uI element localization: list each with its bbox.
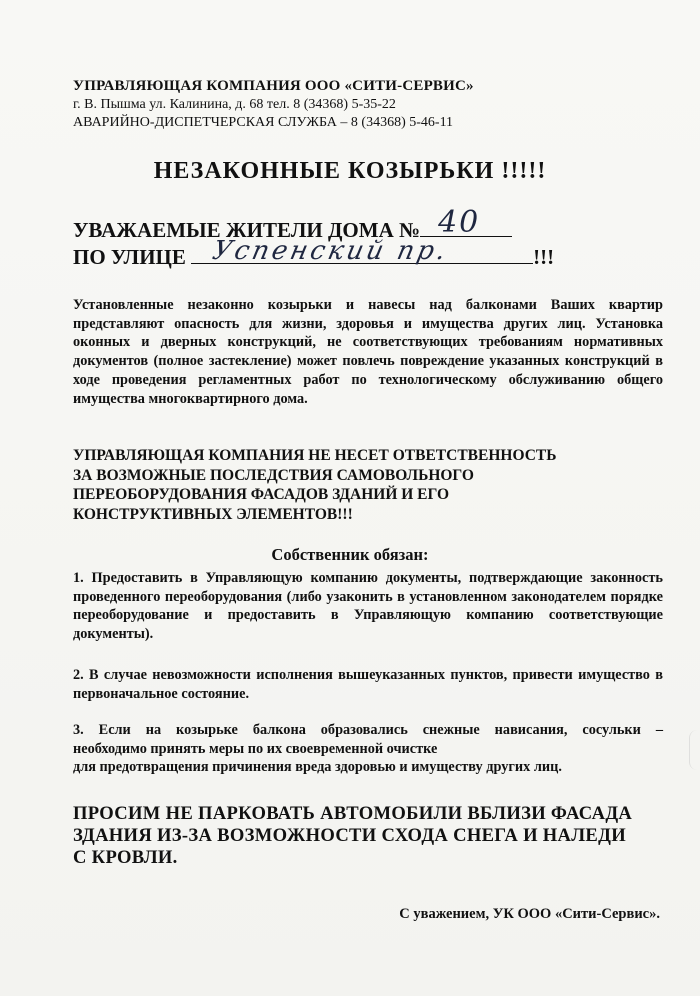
- warning-line: УПРАВЛЯЮЩАЯ КОМПАНИЯ НЕ НЕСЕТ ОТВЕТСТВЕННОСТЬ: [73, 447, 557, 464]
- notice-title: НЕЗАКОННЫЕ КОЗЫРЬКИ !!!!!: [153, 158, 547, 184]
- obligation-item-3-line: для предотвращения причинения вреда здоровью и имуществу других лиц.: [73, 759, 562, 776]
- company-address: г. В. Пышма ул. Калинина, д. 68 тел. 8 (34368) 5-35-22: [73, 97, 396, 112]
- liability-warning: [73, 446, 673, 524]
- plea-line: ПРОСИМ НЕ ПАРКОВАТЬ АВТОМОБИЛИ ВБЛИЗИ ФАСАДА: [73, 803, 633, 824]
- obligation-item-3: [73, 721, 663, 777]
- obligation-item-1: 1. Предоставить в Управляющую компанию документы, подтверждающие законность проведенного переоборудования (либо узаконить в установленном законодателем порядке переоборудование и предоставить в Управляющую компанию соответствующие документы).: [73, 570, 663, 643]
- warning-line: ЗА ВОЗМОЖНЫЕ ПОСЛЕДСТВИЯ САМОВОЛЬНОГО: [73, 466, 474, 484]
- danger-paragraph: Установленные незаконно козырьки и навесы над балконами Ваших квартир представляют опасность для жизни, здоровья и имущества других лиц. Установка оконных и дверных конструкций, не соответствующих требованиям нормативных документов (полное застекление) может повлечь повреждение указанных конструкций в ходе проведения регламентных работ по технологическому обслуживанию общего имущества многоквартирного дома.: [73, 297, 663, 407]
- warning-line: ПЕРЕОБОРУДОВАНИЯ ФАСАДОВ ЗДАНИЙ И ЕГО: [73, 486, 450, 503]
- warning-line: КОНСТРУКТИВНЫХ ЭЛЕМЕНТОВ!!!: [73, 505, 353, 523]
- greeting-text: УВАЖАЕМЫЕ ЖИТЕЛИ ДОМА №: [73, 218, 421, 242]
- obligation-item-2: 2. В случае невозможности исполнения вышеуказанных пунктов, привести имущество в первоначальное состояние.: [73, 667, 663, 702]
- greeting-exclamation: !!!: [533, 245, 555, 269]
- street-label: ПО УЛИЦЕ: [73, 245, 186, 269]
- street-name-handwritten: Успенский пр.: [209, 236, 452, 266]
- house-number-handwritten: 40: [438, 205, 481, 240]
- owner-obligations-heading: Собственник обязан:: [271, 545, 429, 564]
- company-name: УПРАВЛЯЮЩАЯ КОМПАНИЯ ООО «СИТИ-СЕРВИС»: [73, 78, 474, 94]
- scan-edge-mark: [689, 730, 700, 770]
- parking-plea: [73, 803, 673, 869]
- plea-line: С КРОВЛИ.: [73, 847, 178, 868]
- greeting-line-2: [73, 236, 555, 270]
- emergency-service: АВАРИЙНО-ДИСПЕТЧЕРСКАЯ СЛУЖБА – 8 (34368) 5-46-11: [73, 115, 454, 130]
- obligation-item-3-line: необходимо принять меры по их своевременной очистке: [73, 740, 438, 757]
- house-number-field: [420, 205, 512, 240]
- plea-line: ЗДАНИЯ ИЗ-ЗА ВОЗМОЖНОСТИ СХОДА СНЕГА И НАЛЕДИ: [73, 825, 626, 846]
- signature: С уважением, УК ООО «Сити-Сервис».: [399, 906, 660, 922]
- obligation-item-3-line: 3. Если на козырьке балкона образовались снежные нависания, сосульки –: [73, 722, 663, 738]
- street-name-field: [191, 236, 533, 266]
